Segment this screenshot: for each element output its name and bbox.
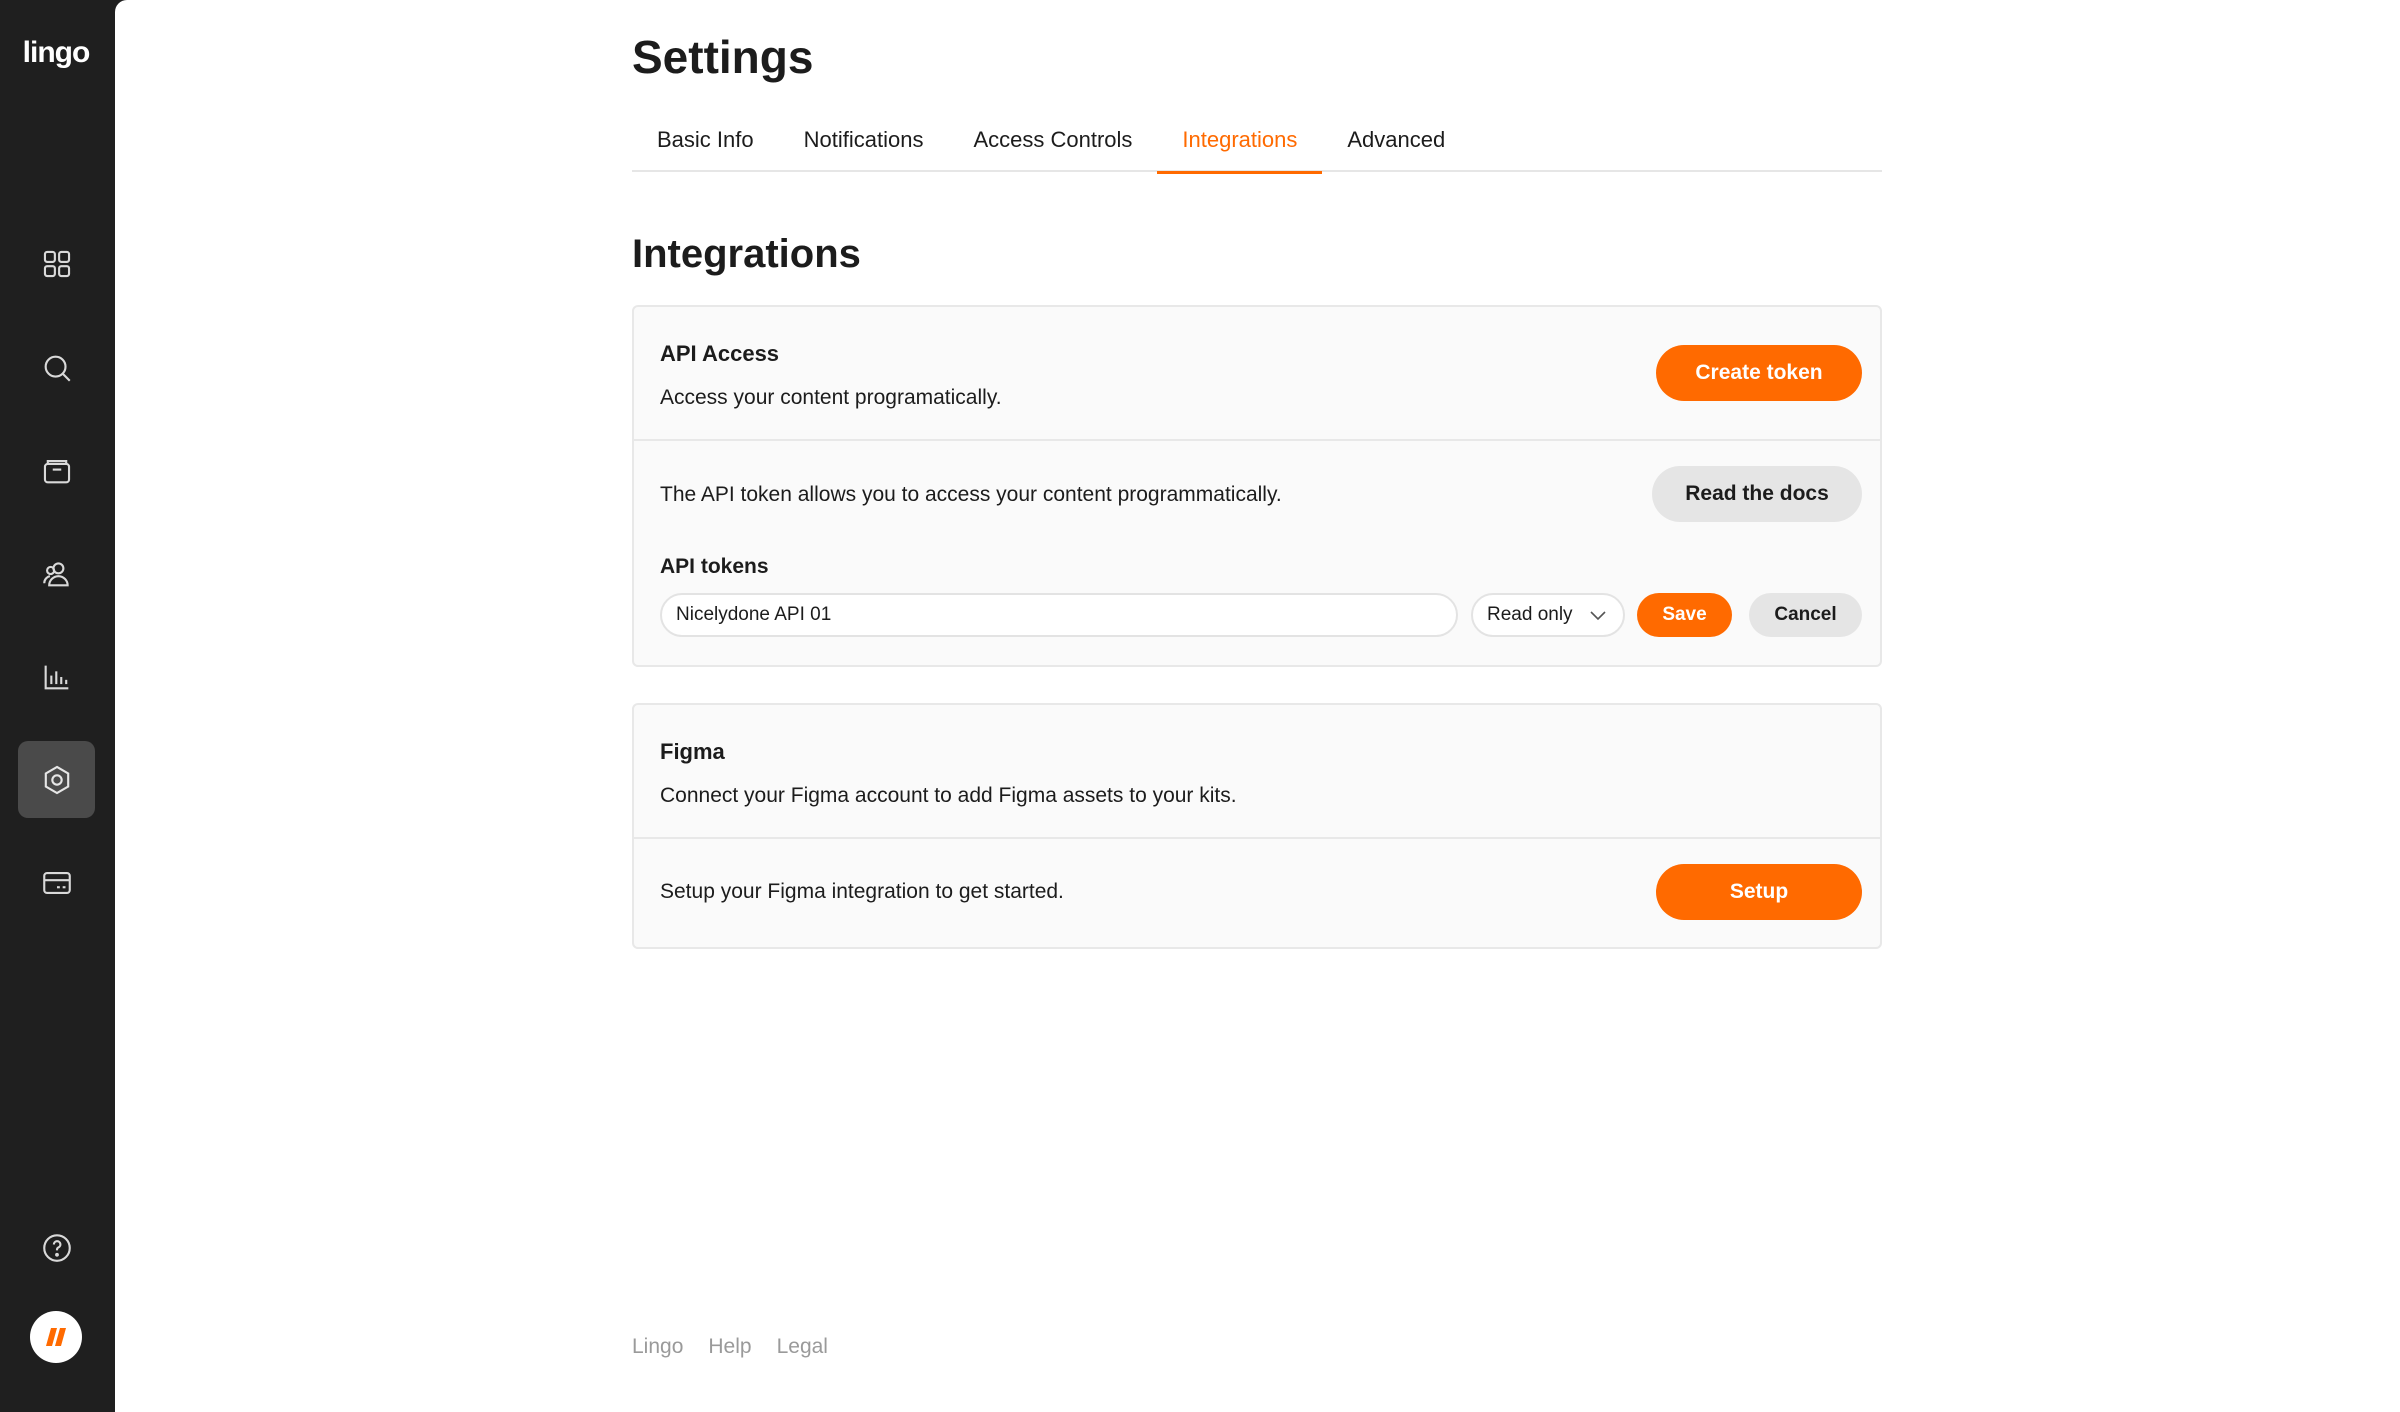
main-panel	[115, 0, 2400, 1412]
sidebar-item-analytics[interactable]	[18, 638, 95, 715]
archive-box-icon	[40, 454, 74, 488]
tab-integrations[interactable]: Integrations	[1157, 112, 1322, 172]
sidebar-item-settings[interactable]	[18, 741, 95, 818]
api-tokens-label: API tokens	[660, 555, 769, 578]
settings-tabs	[632, 112, 1882, 172]
help-circle-icon	[40, 1231, 74, 1265]
permission-select-value: Read only	[1487, 604, 1573, 625]
search-icon	[40, 351, 74, 385]
footer-link-legal[interactable]: Legal	[776, 1335, 828, 1358]
figma-setup-row	[634, 839, 1880, 947]
sidebar-item-search[interactable]	[18, 329, 95, 406]
figma-setup-button[interactable]: Setup	[1656, 864, 1862, 920]
gear-icon	[40, 763, 74, 797]
figma-setup-text: Setup your Figma integration to get started.	[660, 880, 1064, 903]
credit-card-icon	[40, 866, 74, 900]
create-token-button[interactable]: Create token	[1656, 345, 1862, 401]
figma-heading: Figma	[660, 739, 725, 764]
footer-link-lingo[interactable]: Lingo	[632, 1335, 684, 1358]
api-access-header	[634, 307, 1880, 441]
sidebar	[0, 0, 115, 1412]
tab-advanced[interactable]: Advanced	[1347, 127, 1446, 152]
token-name-input[interactable]	[660, 593, 1458, 637]
api-access-card	[632, 305, 1882, 667]
tab-basic-info[interactable]: Basic Info	[657, 127, 754, 152]
section-title: Integrations	[632, 232, 861, 276]
permission-select[interactable]	[1471, 593, 1625, 637]
footer-link-help[interactable]: Help	[708, 1335, 752, 1358]
sidebar-item-users[interactable]	[18, 535, 95, 612]
chevron-down-icon	[1589, 609, 1607, 621]
tab-access-controls[interactable]: Access Controls	[973, 127, 1133, 152]
tab-notifications[interactable]: Notifications	[803, 127, 924, 152]
sidebar-item-help[interactable]	[18, 1209, 95, 1286]
save-button[interactable]: Save	[1637, 593, 1732, 637]
workspace-avatar[interactable]	[30, 1311, 82, 1363]
sidebar-item-library[interactable]	[18, 432, 95, 509]
api-tokens-row	[634, 441, 1880, 665]
bar-chart-icon	[40, 660, 74, 694]
cancel-button[interactable]: Cancel	[1749, 593, 1862, 637]
footer	[632, 1335, 828, 1359]
figma-header	[634, 705, 1880, 839]
page-title: Settings	[632, 31, 814, 83]
figma-description: Connect your Figma account to add Figma assets to your kits.	[660, 784, 1237, 807]
api-access-description: Access your content programatically.	[660, 386, 1002, 409]
users-icon	[40, 557, 74, 591]
workspace-avatar-icon	[39, 1320, 73, 1354]
lingo-logo[interactable]: lingo	[22, 36, 90, 69]
grid-icon	[40, 247, 74, 281]
api-token-info: The API token allows you to access your content programmatically.	[660, 483, 1282, 506]
figma-card	[632, 703, 1882, 949]
read-the-docs-button[interactable]: Read the docs	[1652, 466, 1862, 522]
sidebar-item-billing[interactable]	[18, 844, 95, 921]
sidebar-item-dashboard[interactable]	[18, 225, 95, 302]
api-access-heading: API Access	[660, 341, 780, 366]
